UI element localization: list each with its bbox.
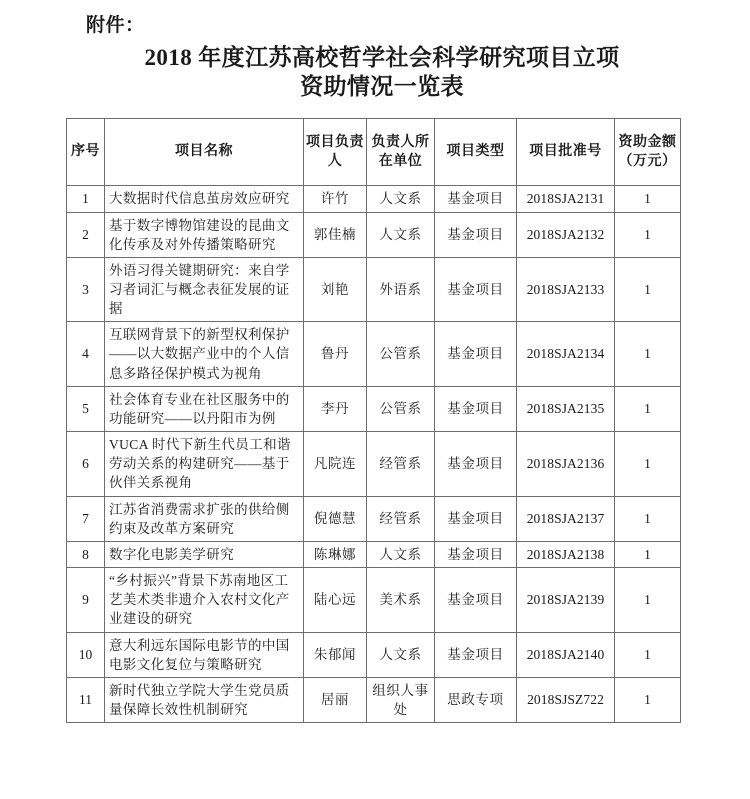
- cell-code: 2018SJA2138: [517, 541, 615, 567]
- cell-type: 思政专项: [435, 677, 517, 722]
- grant-table: [66, 118, 681, 723]
- table-row: [67, 496, 681, 541]
- cell-seq: 6: [67, 432, 105, 496]
- page-title-line-2: 资助情况一览表: [300, 73, 464, 99]
- cell-unit: 人文系: [367, 186, 435, 212]
- cell-seq: 1: [67, 186, 105, 212]
- column-header-leader: 项目负责人: [304, 119, 367, 186]
- cell-type: 基金项目: [435, 212, 517, 257]
- cell-code: 2018SJA2133: [517, 257, 615, 321]
- cell-leader: 陆心远: [304, 568, 367, 632]
- cell-project-name: 数字化电影美学研究: [105, 541, 304, 567]
- cell-project-name: 新时代独立学院大学生党员质量保障长效性机制研究: [105, 677, 304, 722]
- cell-unit: 公管系: [367, 386, 435, 431]
- cell-project-name: 社会体育专业在社区服务中的功能研究——以丹阳市为例: [105, 386, 304, 431]
- cell-amount: 1: [615, 541, 681, 567]
- cell-project-name: 基于数字博物馆建设的昆曲文化传承及对外传播策略研究: [105, 212, 304, 257]
- column-header-unit: 负责人所在单位: [367, 119, 435, 186]
- page-title-line-1: 2018 年度江苏高校哲学社会科学研究项目立项: [144, 44, 620, 70]
- cell-unit: 人文系: [367, 632, 435, 677]
- cell-code: 2018SJA2140: [517, 632, 615, 677]
- cell-amount: 1: [615, 632, 681, 677]
- cell-unit: 经管系: [367, 432, 435, 496]
- cell-unit: 美术系: [367, 568, 435, 632]
- cell-seq: 5: [67, 386, 105, 431]
- cell-project-name: 外语习得关键期研究：来自学习者词汇与概念表征发展的证据: [105, 257, 304, 321]
- table-row: [67, 568, 681, 632]
- cell-seq: 7: [67, 496, 105, 541]
- cell-amount: 1: [615, 432, 681, 496]
- table-row: [67, 386, 681, 431]
- cell-leader: 倪德慧: [304, 496, 367, 541]
- cell-code: 2018SJA2139: [517, 568, 615, 632]
- cell-seq: 4: [67, 322, 105, 386]
- cell-amount: 1: [615, 568, 681, 632]
- table-row: [67, 541, 681, 567]
- cell-project-name: 互联网背景下的新型权利保护——以大数据产业中的个人信息多路径保护模式为视角: [105, 322, 304, 386]
- cell-code: 2018SJA2135: [517, 386, 615, 431]
- cell-amount: 1: [615, 386, 681, 431]
- cell-amount: 1: [615, 322, 681, 386]
- cell-amount: 1: [615, 186, 681, 212]
- table-header-row: [67, 119, 681, 186]
- table-row: [67, 257, 681, 321]
- cell-type: 基金项目: [435, 568, 517, 632]
- cell-code: 2018SJA2137: [517, 496, 615, 541]
- cell-project-name: 大数据时代信息茧房效应研究: [105, 186, 304, 212]
- cell-code: 2018SJSZ722: [517, 677, 615, 722]
- cell-type: 基金项目: [435, 496, 517, 541]
- table-row: [67, 212, 681, 257]
- cell-code: 2018SJA2131: [517, 186, 615, 212]
- column-header-seq: 序号: [67, 119, 105, 186]
- cell-unit: 人文系: [367, 541, 435, 567]
- column-header-project-name: 项目名称: [105, 119, 304, 186]
- cell-seq: 3: [67, 257, 105, 321]
- cell-unit: 人文系: [367, 212, 435, 257]
- cell-type: 基金项目: [435, 257, 517, 321]
- table-row: [67, 186, 681, 212]
- cell-type: 基金项目: [435, 386, 517, 431]
- cell-project-name: “乡村振兴”背景下苏南地区工艺美术类非遗介入农村文化产业建设的研究: [105, 568, 304, 632]
- column-header-amount: 资助金额（万元）: [615, 119, 681, 186]
- cell-type: 基金项目: [435, 432, 517, 496]
- cell-project-name: VUCA 时代下新生代员工和谐劳动关系的构建研究——基于伙伴关系视角: [105, 432, 304, 496]
- cell-amount: 1: [615, 212, 681, 257]
- cell-type: 基金项目: [435, 541, 517, 567]
- table-body: [67, 186, 681, 723]
- cell-type: 基金项目: [435, 186, 517, 212]
- cell-seq: 10: [67, 632, 105, 677]
- cell-seq: 11: [67, 677, 105, 722]
- table-row: [67, 322, 681, 386]
- cell-unit: 经管系: [367, 496, 435, 541]
- cell-leader: 李丹: [304, 386, 367, 431]
- cell-leader: 陈琳娜: [304, 541, 367, 567]
- cell-amount: 1: [615, 257, 681, 321]
- table-row: [67, 677, 681, 722]
- cell-leader: 朱郁闻: [304, 632, 367, 677]
- cell-code: 2018SJA2134: [517, 322, 615, 386]
- cell-leader: 刘艳: [304, 257, 367, 321]
- table-row: [67, 432, 681, 496]
- column-header-type: 项目类型: [435, 119, 517, 186]
- cell-project-name: 江苏省消费需求扩张的供给侧约束及改革方案研究: [105, 496, 304, 541]
- cell-code: 2018SJA2132: [517, 212, 615, 257]
- cell-unit: 公管系: [367, 322, 435, 386]
- cell-leader: 居丽: [304, 677, 367, 722]
- cell-seq: 9: [67, 568, 105, 632]
- page-title: [0, 43, 750, 102]
- grant-table-container: [0, 118, 750, 723]
- table-row: [67, 632, 681, 677]
- cell-leader: 郭佳楠: [304, 212, 367, 257]
- cell-amount: 1: [615, 496, 681, 541]
- cell-type: 基金项目: [435, 322, 517, 386]
- cell-amount: 1: [615, 677, 681, 722]
- column-header-code: 项目批准号: [517, 119, 615, 186]
- cell-code: 2018SJA2136: [517, 432, 615, 496]
- attachment-label: 附件：: [86, 15, 145, 36]
- cell-leader: 鲁丹: [304, 322, 367, 386]
- cell-leader: 许竹: [304, 186, 367, 212]
- cell-project-name: 意大利远东国际电影节的中国电影文化复位与策略研究: [105, 632, 304, 677]
- cell-unit: 组织人事处: [367, 677, 435, 722]
- cell-unit: 外语系: [367, 257, 435, 321]
- cell-type: 基金项目: [435, 632, 517, 677]
- cell-seq: 2: [67, 212, 105, 257]
- cell-seq: 8: [67, 541, 105, 567]
- cell-leader: 凡院连: [304, 432, 367, 496]
- table-header: [67, 119, 681, 186]
